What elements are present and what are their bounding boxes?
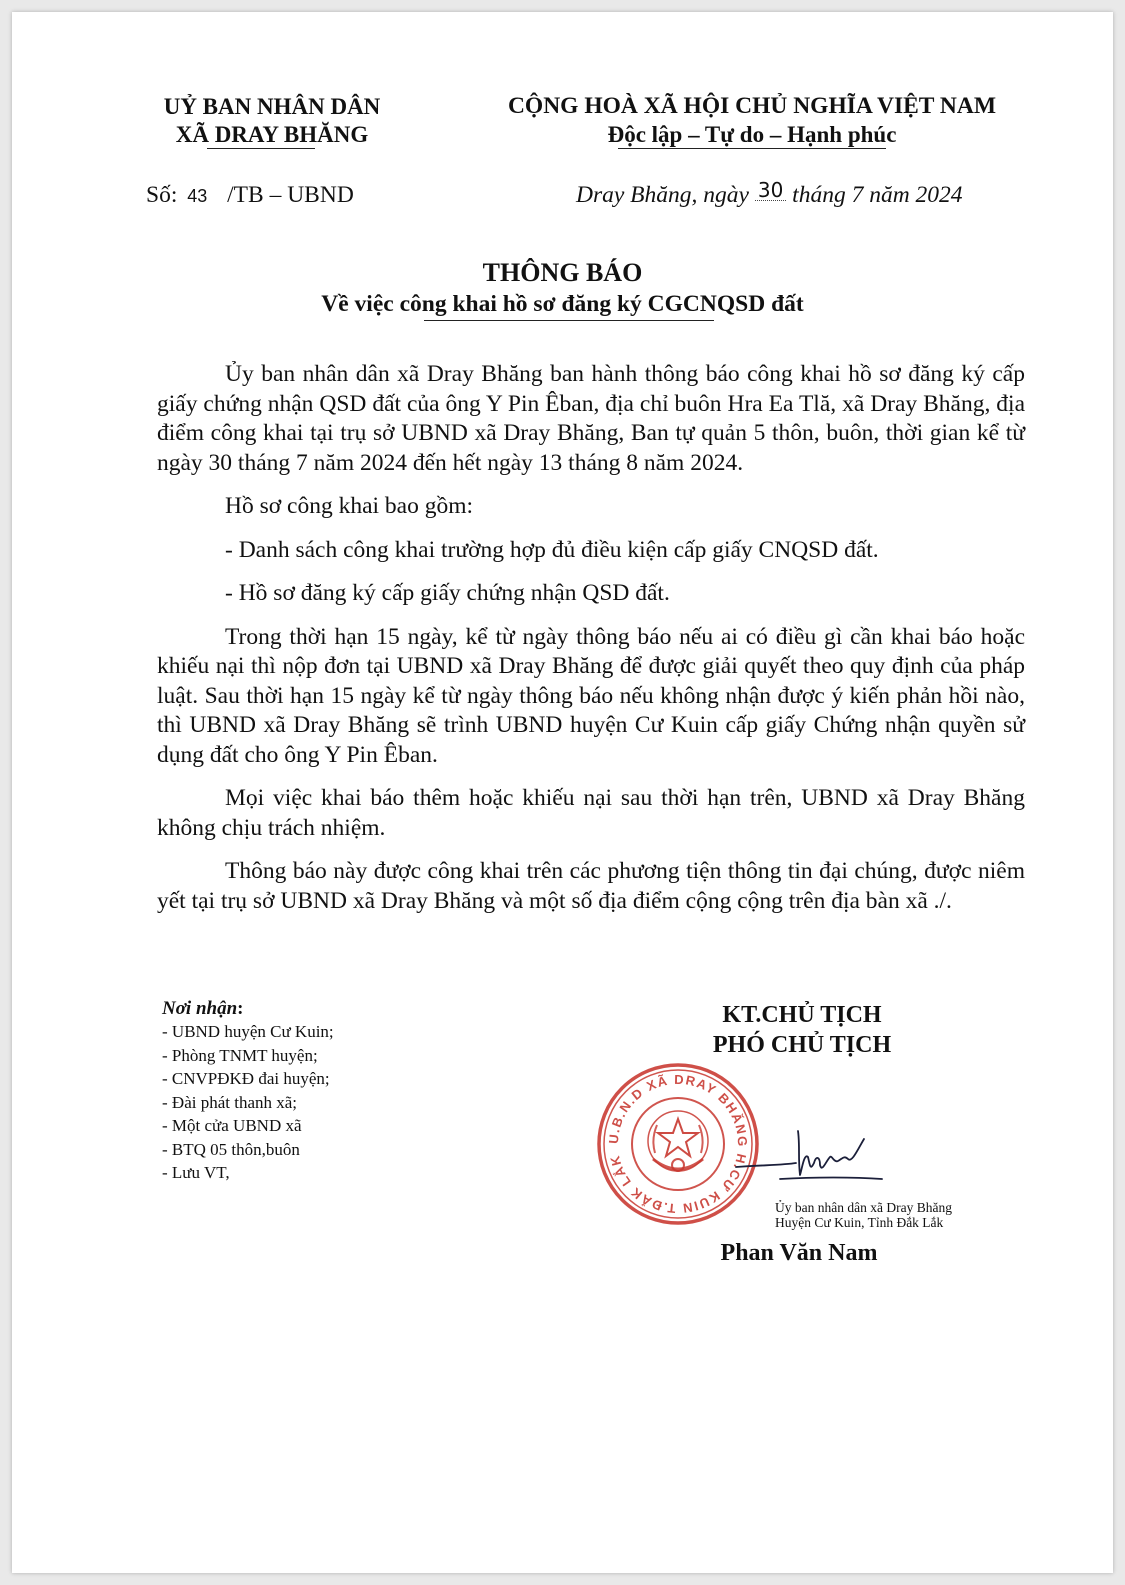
recipient-item: - Một cửa UBND xã xyxy=(162,1116,302,1135)
agency-underline xyxy=(207,148,315,149)
date-suffix: tháng 7 năm 2024 xyxy=(792,182,963,208)
agency-line-1: UỶ BAN NHÂN DÂN xyxy=(163,94,381,119)
recipient-item: - Lưu VT, xyxy=(162,1163,230,1182)
recipient-item: - BTQ 05 thôn,buôn xyxy=(162,1139,300,1159)
so-number: 43 xyxy=(187,186,208,206)
subtitle-underline xyxy=(424,320,714,321)
country-line-2: Độc lập – Tự do – Hạnh phúc xyxy=(607,122,897,147)
recipients-colon: : xyxy=(237,998,244,1019)
country-line-1: CỘNG HOÀ XÃ HỘI CHỦ NGHĨA VIỆT NAM xyxy=(507,93,997,119)
recipient-item: - UBND huyện Cư Kuin; xyxy=(162,1022,334,1041)
motto-underline xyxy=(618,148,886,149)
recipient-item: - Phòng TNMT huyện; xyxy=(162,1045,318,1065)
svg-text:U.B.N.D XÃ DRAY BHĂNG H.CƯ KUI xyxy=(606,1072,750,1216)
recipients-block xyxy=(162,998,334,1185)
paragraph-liability: Mọi việc khai báo thêm hoặc khiếu nại sau thời hạn trên, UBND xã Dray Bhăng không chịu trách nhiệm. xyxy=(157,785,1025,841)
paragraph-deadline: Trong thời hạn 15 ngày, kể từ ngày thông báo nếu ai có điều gì cần khai báo hoặc khiếu nại thì nộp đơn tại UBND xã Dray Bhăng để được giải quyết theo quy định của pháp luật. Sau thời hạn 15 ngày kể từ ngày thông báo nếu không nhận được ý kiến phản hồi nào, thì UBND xã Dray Bhăng sẽ trình UBND huyện Cư Kuin cấp giấy Chứng nhận quyền sử dụng đất cho ông Y Pin Êban. xyxy=(157,623,1025,768)
stamp-caption-2: Huyện Cư Kuin, Tỉnh Đắk Lắk xyxy=(775,1215,944,1230)
document-date xyxy=(576,178,963,209)
recipient-item: - CNVPĐKĐ đai huyện; xyxy=(162,1069,330,1088)
document-number xyxy=(146,182,354,209)
signer-name: Phan Văn Nam xyxy=(720,1240,878,1266)
agency-line-2: XÃ DRAY BHĂNG xyxy=(175,122,369,147)
signature-title-2: PHÓ CHỦ TỊCH xyxy=(712,1032,892,1058)
date-day: 30 xyxy=(755,180,786,201)
paragraph-intro: Ủy ban nhân dân xã Dray Bhăng ban hành thông báo công khai hồ sơ đăng ký cấp giấy chứng nhận QSD đất của ông Y Pin Êban, địa chỉ buôn Hra Ea Tlă, xã Dray Bhăng, địa điểm công khai tại trụ sở UBND xã Dray Bhăng, Ban tự quản 5 thôn, buôn, thời gian kể từ ngày 30 tháng 7 năm 2024 đến hết ngày 13 tháng 8 năm 2024. xyxy=(157,361,1025,476)
paragraph-included: Hồ sơ công khai bao gồm: xyxy=(225,493,474,519)
recipient-item: - Đài phát thanh xã; xyxy=(162,1092,298,1112)
date-prefix: Dray Bhăng, ngày xyxy=(576,182,749,208)
so-suffix: /TB – UBND xyxy=(227,182,354,208)
stamp-caption-1: Ủy ban nhân dân xã Dray Bhăng xyxy=(775,1200,952,1215)
notice-body xyxy=(157,360,1025,930)
list-item: - Danh sách công khai trường hợp đủ điều kiện cấp giấy CNQSD đất. xyxy=(225,536,879,563)
recipients-heading: Nơi nhận xyxy=(162,998,238,1019)
so-label: Số: xyxy=(146,182,178,208)
stamp-ring-text: U.B.N.D XÃ DRAY BHĂNG H.CƯ KUIN T.ĐẮK LẮK xyxy=(605,1071,751,1217)
list-item: - Hồ sơ đăng ký cấp giấy chứng nhận QSD đất. xyxy=(225,580,670,606)
paragraph-publicity: Thông báo này được công khai trên các phương tiện thông tin đại chúng, được niêm yết tại trụ sở UBND xã Dray Bhăng và một số địa điểm cộng cộng trên địa bàn xã ./. xyxy=(157,858,1025,914)
recipients-title xyxy=(162,998,334,1020)
notice-title: THÔNG BÁO xyxy=(482,258,643,287)
notice-subtitle: Về việc công khai hồ sơ đăng ký CGCNQSD đất xyxy=(321,291,804,317)
document-page xyxy=(12,12,1113,1573)
signature-title-1: KT.CHỦ TỊCH xyxy=(722,1002,882,1028)
handwritten-signature-icon xyxy=(734,1117,884,1192)
